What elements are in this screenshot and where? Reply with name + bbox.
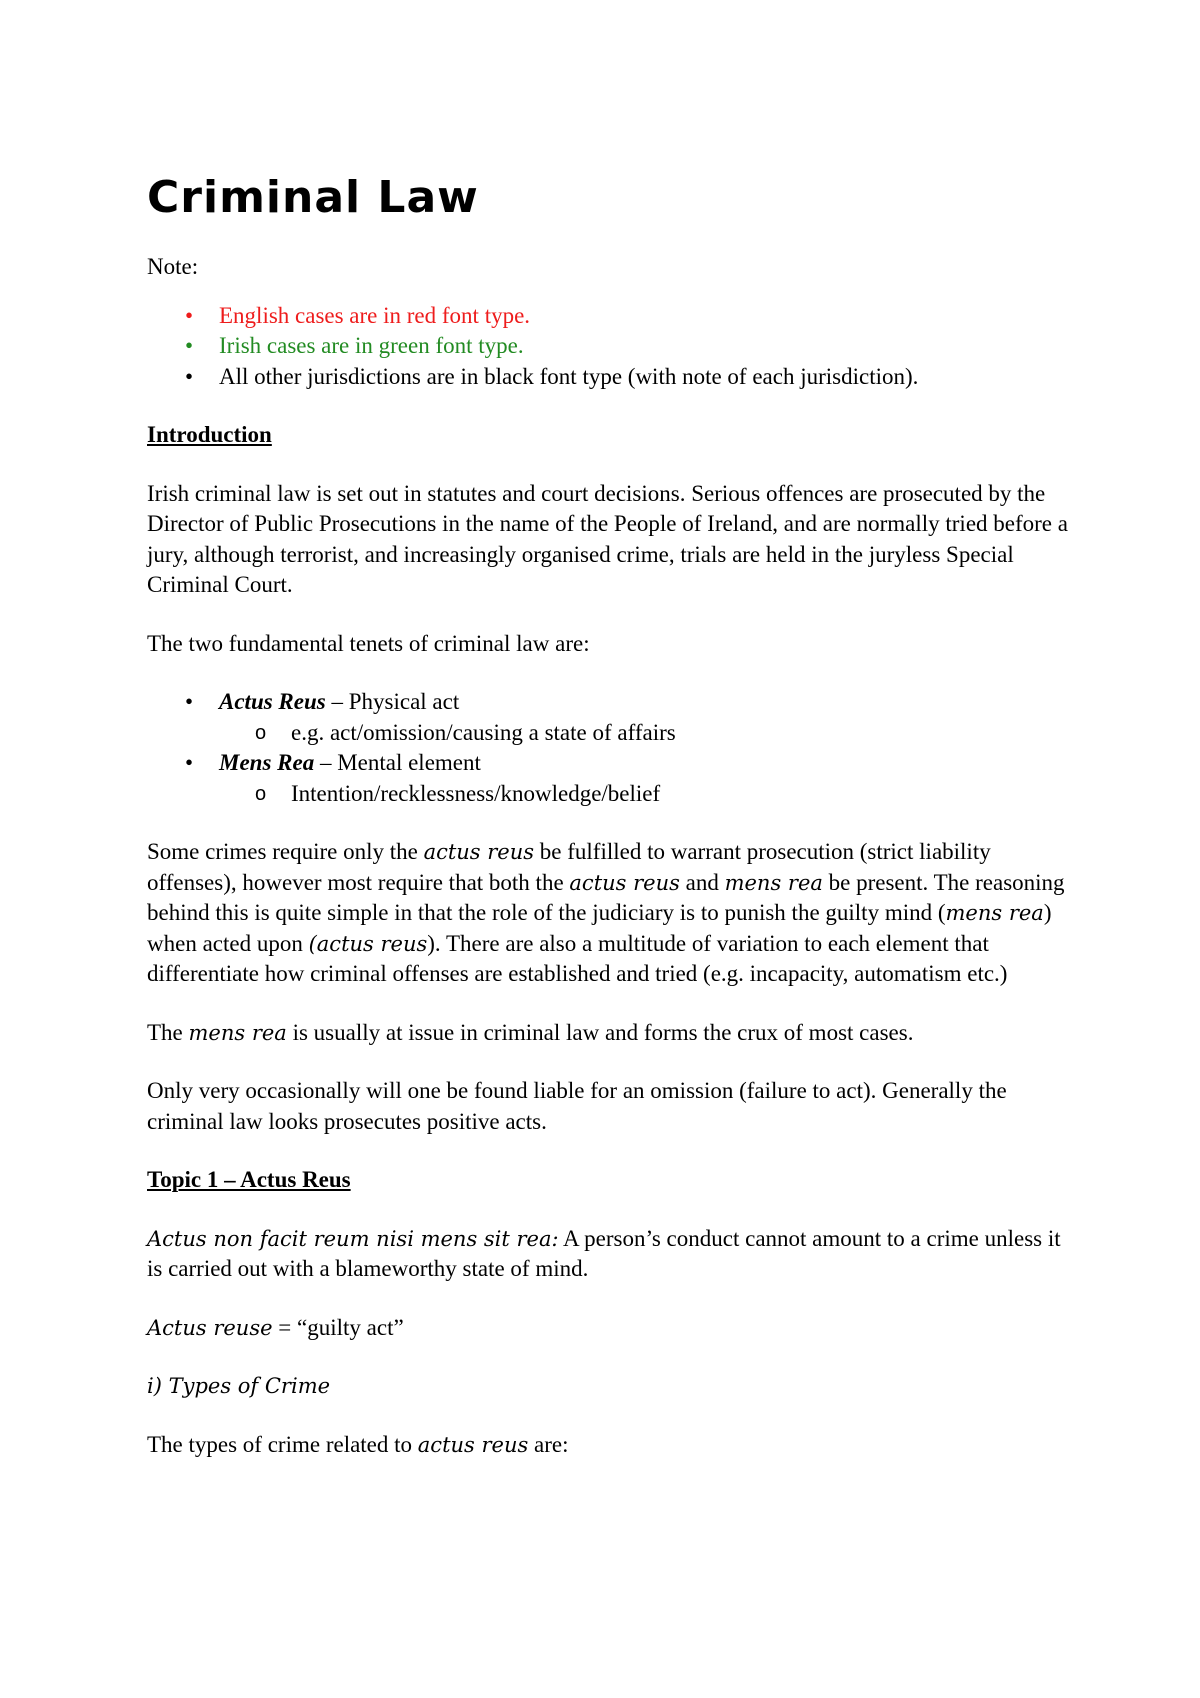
intro-paragraph: Irish criminal law is set out in statutes and court decisions. Serious offences are prosecuted by the Director of Public Prosecutions in the name of the People of Ireland, and are normally tried before a jury, although terrorist, and increasingly organised crime, trials are held in the juryless Special Criminal Court. bbox=[147, 480, 1068, 597]
tenet-mens-rea bbox=[147, 748, 1080, 809]
text-run: The types of crime related to bbox=[147, 1431, 418, 1457]
text-run: are: bbox=[528, 1431, 569, 1457]
subheading-types-of-crime bbox=[147, 1371, 1080, 1402]
actus-reus-definition bbox=[147, 1313, 1080, 1344]
note-label: Note: bbox=[147, 254, 199, 279]
types-intro-paragraph bbox=[147, 1430, 1080, 1461]
tenet-term: Actus Reus bbox=[219, 689, 326, 714]
omission-paragraph: Only very occasionally will one be found liable for an omission (failure to act). Generally the criminal law looks prosecutes positive acts. bbox=[147, 1078, 1007, 1134]
note-item-text: English cases are in red font type. bbox=[219, 302, 531, 328]
latin-term: mens rea bbox=[945, 901, 1044, 925]
latin-term: mens rea bbox=[188, 1020, 287, 1045]
tenet-desc: – Physical act bbox=[325, 689, 460, 714]
bullet-icon: • bbox=[185, 750, 194, 775]
text-run: = “guilty act” bbox=[272, 1314, 404, 1340]
subheading-text: i) Types of Crime bbox=[147, 1374, 331, 1398]
section-heading-topic-1 bbox=[147, 1165, 1080, 1196]
tenets-intro: The two fundamental tenets of criminal law are: bbox=[147, 630, 590, 656]
latin-term: Actus reuse bbox=[147, 1315, 273, 1340]
circle-bullet-icon: o bbox=[255, 782, 267, 805]
text-run: ) when acted upon bbox=[147, 900, 1052, 956]
text-run: is usually at issue in criminal law and forms the crux of most cases. bbox=[286, 1019, 914, 1045]
latin-term: (actus reus bbox=[308, 931, 428, 956]
latin-term: actus reus bbox=[417, 1432, 529, 1457]
tenet-sub-text: Intention/recklessness/knowledge/belief bbox=[291, 780, 661, 806]
tenet-actus-reus bbox=[147, 687, 1080, 748]
tenet-sub-item bbox=[147, 779, 1080, 810]
text-run: be fulfilled to warrant prosecution (strict liability offenses), however most require that both the bbox=[147, 839, 991, 895]
text-run: Some crimes require only the bbox=[147, 839, 424, 864]
bullet-icon: • bbox=[185, 302, 194, 328]
text-run: A person’s conduct cannot amount to a crime unless it is carried out with a blameworthy state of mind. bbox=[147, 1225, 1061, 1281]
bullet-icon: • bbox=[185, 689, 194, 714]
latin-maxim: Actus non facit reum nisi mens sit rea: bbox=[147, 1226, 559, 1251]
latin-term: actus reus bbox=[423, 840, 535, 864]
tenet-sub-text: e.g. act/omission/causing a state of affairs bbox=[291, 719, 676, 745]
heading-text: Introduction bbox=[147, 422, 272, 447]
tenet-sublist bbox=[219, 779, 1080, 810]
tenet-term: Mens Rea bbox=[219, 750, 315, 775]
mens-rea-paragraph bbox=[147, 1018, 1080, 1049]
heading-text: Topic 1 – Actus Reus bbox=[147, 1167, 351, 1192]
note-item-other bbox=[147, 362, 1080, 393]
section-heading-introduction bbox=[147, 420, 1080, 451]
latin-term: mens rea bbox=[724, 870, 823, 895]
note-item-text: All other jurisdictions are in black font type (with note of each jurisdiction). bbox=[219, 363, 919, 389]
tenet-desc: – Mental element bbox=[314, 750, 481, 775]
text-run: The bbox=[147, 1019, 189, 1045]
latin-term: actus reus bbox=[569, 870, 680, 895]
circle-bullet-icon: o bbox=[255, 721, 267, 744]
tenets-list bbox=[147, 687, 1080, 809]
note-item-irish bbox=[147, 331, 1080, 362]
maxim-paragraph bbox=[147, 1224, 1080, 1285]
text-run: ). There are also a multitude of variation to each element that differentiate how criminal offenses are established and tried (e.g. incapacity, automatism etc.) bbox=[147, 930, 1008, 986]
note-item-text: Irish cases are in green font type. bbox=[219, 333, 524, 358]
strict-liability-paragraph bbox=[147, 837, 1080, 990]
tenet-sublist bbox=[219, 718, 1080, 749]
note-item-english bbox=[147, 301, 1080, 332]
tenet-sub-item bbox=[147, 718, 1080, 749]
note-list bbox=[147, 301, 1080, 393]
bullet-icon: • bbox=[185, 333, 194, 358]
document-title: Criminal Law bbox=[147, 172, 479, 223]
bullet-icon: • bbox=[185, 363, 194, 389]
text-run: be present. The reasoning behind this is quite simple in that the role of the judiciary is to punish the guilty mind ( bbox=[147, 869, 1065, 925]
text-run: and bbox=[679, 869, 725, 895]
